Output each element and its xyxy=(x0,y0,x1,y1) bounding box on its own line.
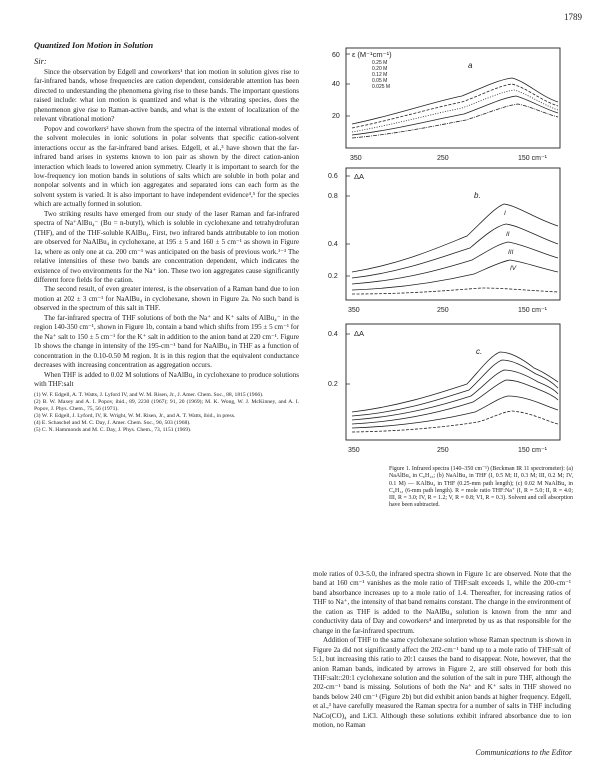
panel-a-ytick: 60 xyxy=(332,52,340,59)
paragraph: Two striking results have emerged from our study of the laser Raman and far-infrared spectra of Na⁺AlBu₄⁻ (Bu = n-butyl), which is soluble in cyclohexane and tetrahydrofuran (THF), and of the THF-soluble KAlBu₄. First, two infrared bands attributable to ion motion are observed for NaAlBu₄ in cyclohexane, at 195 ± 5 and 160 ± 5 cm⁻¹ as shown in Figure 1a, where as only one at ca. 200 cm⁻¹ was anticipated on the basis of previous work.¹⁻³ The relative intensities of these two bands are concentration dependent, which indicates the existence of two environments for the Na⁺ ion. These two ion aggregates cause significantly different force fields for the cation. xyxy=(34,209,299,284)
reference: (5) C. N. Hammonds and M. C. Day, J. Phys. Chem., 73, 1151 (1969). xyxy=(34,426,192,433)
xtick: 250 xyxy=(437,307,449,314)
curve-label: III xyxy=(508,249,514,256)
paragraph: Addition of THF to the same cyclohexane solution whose Raman spectrum is shown in Figure 2a did not significantly affect the 202-cm⁻¹ band up to a mole ratio of THF:salt of 5:1, but increasing this ratio to 20:1 causes the band to disappear. Note, however, that the anion Raman bands, indicated by arrows in Figure 2, are still observed for both this THF:salt::20:1 cyclohexane solution and the solution of the salt in pure THF, although the 202-cm⁻¹ band is missing. Solutions of both the Na⁺ and K⁺ salts in THF showed no bands below 240 cm⁻¹ (Figure 2b) but did exhibit anion bands at higher frequency. Edgell, et al.,³ have carefully measured the Raman spectra for a number of salts in THF including NaCo(CO)₄ and LiCl. Although these solutions exhibit infrared absorbance due to ion motion, no Raman xyxy=(313,636,571,730)
reference: (1) W. F. Edgell, A. T. Watts, J. Lyford IV, and W. M. Risen, Jr., J. Amer. Chem. Soc., 88, 1815 (1966). xyxy=(34,392,264,399)
panel-b-frame xyxy=(346,168,560,300)
xtick: 150 cm⁻¹ xyxy=(518,307,547,314)
panel-b-ytick: 0.2 xyxy=(328,273,338,280)
panel-a-ylabel: ε (M⁻¹cm⁻¹) xyxy=(352,50,392,59)
reference: (2) B. W. Maxey and A. I. Popov, ibid., 89, 2230 (1967); 91, 20 (1969); M. K. Wong, W. J. McKinney, and A. I. Popov, J. Phys. Chem., 75, 56 (1971). xyxy=(34,399,299,413)
reference: (3) W. F. Edgell, J. Lyford, IV, R. Wright, W. M. Risen, Jr., and A. T. Watts, ibid., in press. xyxy=(34,413,236,420)
journal-section-footer: Communications to the Editor xyxy=(475,748,572,757)
xtick: 150 cm⁻¹ xyxy=(518,155,547,162)
xtick: 150 cm⁻¹ xyxy=(518,447,547,454)
panel-c-xticks xyxy=(348,447,548,454)
panel-b-xticks xyxy=(348,307,548,314)
xtick: 350 xyxy=(350,155,362,162)
panel-b-ylabel: ΔA xyxy=(354,172,365,181)
paragraph: The second result, of even greater interest, is the observation of a Raman band due to ion motion at 202 ± 3 cm⁻¹ for NaAlBu₄ in cyclohexane, shown in Figure 2a. No such band is observed in the spectrum of this salt in THF. xyxy=(34,285,299,313)
panel-a-ytick: 40 xyxy=(332,81,340,88)
panel-c-ylabel: ΔA xyxy=(354,329,365,338)
paragraph: When THF is added to 0.02 M solutions of NaAlBu₄ in cyclohexane to produce solutions with THF:salt xyxy=(34,370,299,388)
reference: (4) E. Schaschel and M. C. Day, J. Amer. Chem. Soc., 90, 503 (1968). xyxy=(34,420,191,427)
panel-b-curve-labels xyxy=(504,210,517,272)
panel-c-label: c. xyxy=(476,347,483,356)
salutation: Sir: xyxy=(34,56,47,66)
panel-b-label: b. xyxy=(474,191,481,200)
panel-c-frame xyxy=(346,324,560,440)
panel-b-ytick: 0.4 xyxy=(328,241,338,248)
xtick: 250 xyxy=(437,447,449,454)
panel-c-ytick: 0.2 xyxy=(328,381,338,388)
panel-b-ytick: 0.8 xyxy=(328,193,338,200)
panel-a-label: a xyxy=(468,61,473,70)
panel-b-ytick: 0.6 xyxy=(328,173,338,180)
paragraph: Popov and coworkers² have shown from the spectra of the internal vibrational modes of the solvent molecules in ionic solutions in polar solvents that specific cation-solvent interactions occur as the far-infrared band arises. Edgell, et al.,³ have shown that the far-infrared band arises in systems known to ion pair as shown by the direct cation-anion interaction which leads to lowered anion symmetry. Clearly it is important to search for the low-frequency ion motion bands in solutions of salts which are soluble in both polar and nonpolar solvents and in which ion aggregates and separated ions can each form as the solvent system is varied. It is also important to have independent evidence⁴,⁵ for the species which are actually formed in solution. xyxy=(34,124,299,209)
panel-b-curves xyxy=(352,204,558,294)
figure-caption: Figure 1. Infrared spectra (140–350 cm⁻¹) (Beckman IR 11 spectrometer): (a) NaAlBu₄ in C₆H₁₂; (b) NaAlBu₄ in THF (I, 0.5 M; II, 0.3 M; III, 0.2 M; IV, 0.1 M) — KAlBu₄ in THF (0.25-mm path length); (c) 0.02 M NaAlBu₄ in C₆H₁₂ (6-mm path length). R = mole ratio THF:Na⁺ (I, R = 5.0; II, R = 4.0; III, R = 3.0; IV, R = 1.2; V, R = 0.8; VI, R = 0.3). Solvent and cell absorption have been subtracted. xyxy=(389,466,573,509)
left-column xyxy=(34,68,299,434)
curve-label: I xyxy=(504,210,506,217)
xtick: 350 xyxy=(348,307,360,314)
paragraph: Since the observation by Edgell and coworkers¹ that ion motion in solution gives rise to far-infrared bands, whose frequencies are cation dependent, considerable attention has been directed to understanding the phenomena giving rise to these bands. The important questions raised include: what ion motion is quantized and what is the vibrating species, does the phenomenon give rise to Raman-active bands, and what is the extent of localization of the relevant vibrational motion? xyxy=(34,68,299,124)
legend-entry: 0.25 M xyxy=(372,60,388,66)
curve-label: II xyxy=(506,231,510,238)
legend-entry: 0.05 M xyxy=(372,78,388,84)
panel-b xyxy=(328,168,560,314)
panel-a xyxy=(332,48,560,162)
paragraph: mole ratios of 0.3-5.0, the infrared spectra shown in Figure 1c are observed. Note that the band at 160 cm⁻¹ vanishes as the mole ratio of THF:salt exceeds 1, while the 200-cm⁻¹ band absorbance increases up to a mole ratio of 1.4. Thereafter, for increasing ratios of THF to Na⁺, the intensity of that band remains constant. The change in the environment of the cation as THF is added to the NaAlBu₄ solution is known from the nmr and conductivity data of Day and coworkers⁴ and interpreted by us as that responsible for the change in the far-infrared spectrum. xyxy=(313,570,571,635)
legend-entry: 0.12 M xyxy=(372,72,388,78)
panel-c-curves xyxy=(352,352,558,432)
references xyxy=(34,392,299,433)
panel-c xyxy=(328,324,560,454)
right-column xyxy=(313,570,571,731)
paragraph: The far-infrared spectra of THF solutions of both the Na⁺ and K⁺ salts of AlBu₄⁻ in the region 140-350 cm⁻¹, shown in Figure 1b, contain a band which shifts from 195 ± 5 cm⁻¹ for the Na⁺ salt to 150 ± 5 cm⁻¹ for the K⁺ salt in addition to the anion band at 220 cm⁻¹. Figure 1b shows the change in intensity of the 195-cm⁻¹ band for NaAlBu₄ in THF as a function of concentration in the 0.10-0.50 M region. It is in this region that the equivalent conductance decreases with increasing concentration as aggregation occurs. xyxy=(34,313,299,370)
curve-label: IV xyxy=(510,265,517,272)
panel-c-ytick: 0.4 xyxy=(328,331,338,338)
panel-a-xticks xyxy=(350,155,548,162)
page-number: 1789 xyxy=(564,12,582,22)
article-title: Quantized Ion Motion in Solution xyxy=(34,40,154,50)
xtick: 250 xyxy=(437,155,449,162)
panel-a-ytick: 20 xyxy=(332,113,340,120)
figure-1 xyxy=(312,40,572,476)
xtick: 350 xyxy=(348,447,360,454)
legend-entry: 0.025 M xyxy=(372,84,391,90)
panel-a-legend xyxy=(372,60,390,90)
legend-entry: 0.20 M xyxy=(372,66,388,72)
